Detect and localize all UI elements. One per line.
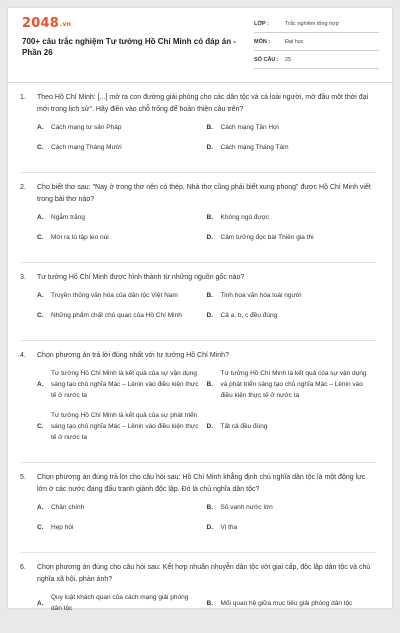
question-item <box>20 92 376 162</box>
question-item <box>20 562 376 623</box>
answer-option[interactable] <box>207 232 377 243</box>
answer-option[interactable] <box>37 368 207 401</box>
option-letter: A. <box>37 124 44 131</box>
question-item <box>20 182 376 252</box>
question-stem <box>20 182 376 206</box>
option-letter: D. <box>206 423 213 430</box>
meta-value: Trắc nghiệm tổng hợp <box>285 20 339 27</box>
question-stem <box>20 350 376 362</box>
meta-value: Đại học <box>285 38 304 45</box>
answer-options <box>20 592 376 623</box>
answer-option[interactable] <box>37 232 207 243</box>
logo-main: 2048 <box>22 16 59 31</box>
answer-option[interactable] <box>37 122 207 133</box>
option-letter: B. <box>206 381 213 388</box>
option-text: Tư tưởng Hồ Chí Minh là kết quả của sự vận dụng sáng tạo chủ nghĩa Mác – Lênin vào điều kiện thực tế ở nước ta <box>51 370 199 399</box>
option-letter: B. <box>206 214 213 221</box>
option-letter: A. <box>37 214 44 221</box>
option-text: Tư tưởng Hồ Chí Minh là kết quả của sự phát triển sáng tạo chủ nghĩa Mác – Lênin vào điều kiện thực tế ở nước ta <box>51 412 199 441</box>
document-header <box>8 8 392 70</box>
answer-option[interactable] <box>207 592 377 614</box>
question-divider <box>20 340 376 341</box>
question-text: Theo Hồ Chí Minh: [...] mở ra con đường giải phóng cho các dân tộc và cả loài người, mở đầu một thời đại mới trong lịch sử". Hãy điền vào chỗ trống để hoàn thiện câu trên? <box>37 94 369 113</box>
meta-row <box>254 15 379 33</box>
option-letter: D. <box>206 144 213 151</box>
question-text: Chọn phương án đúng cho câu hỏi sau: Kết hợp nhuần nhuyễn dân tộc với giai cấp, độc lập dân tộc và chủ nghĩa xã hội, phản ánh? <box>37 564 371 583</box>
answer-option[interactable] <box>207 290 377 301</box>
meta-label: LỚP : <box>254 20 269 27</box>
meta-row <box>254 33 379 51</box>
question-divider <box>20 172 376 173</box>
option-text: Mối quan hệ giữa mục tiêu giải phóng dân tộc <box>220 599 353 607</box>
question-item <box>20 472 376 542</box>
option-letter: D. <box>206 524 213 531</box>
option-text: Tất cả đều đúng <box>220 423 268 430</box>
answer-option[interactable] <box>207 310 377 321</box>
option-text: Mới ra tù tập leo núi <box>51 234 109 241</box>
answer-option[interactable] <box>37 212 207 223</box>
option-letter: D. <box>206 234 213 241</box>
option-letter: A. <box>37 292 44 299</box>
option-letter: D. <box>206 312 213 319</box>
answer-option[interactable] <box>37 522 207 533</box>
question-stem <box>20 472 376 496</box>
question-number: 5. <box>20 474 26 481</box>
option-text: Sô vanh nước lớn <box>220 504 273 511</box>
option-text: Tư tưởng Hồ Chí Minh là kết quả của sự vận dụng và phát triển sáng tạo chủ nghĩa Mác – Lênin vào điều kiện thực tế ở nước ta <box>220 370 367 399</box>
answer-options <box>20 212 376 252</box>
option-text: Chân chính <box>51 504 85 511</box>
answer-option[interactable] <box>207 502 377 513</box>
option-letter: C. <box>37 423 44 430</box>
option-text: Ngắm trăng <box>51 214 85 221</box>
question-text: Chọn phương án đúng trả lời cho câu hỏi sau: Hồ Chí Minh khẳng định chủ nghĩa dân tộc là một động lực lớn ở các nước đang đấu tranh giành độc lập. Đó là chủ nghĩa dân tộc? <box>37 474 366 493</box>
answer-option[interactable] <box>37 502 207 513</box>
option-letter: C. <box>37 234 44 241</box>
document-title: 700+ câu trắc nghiệm Tư tưởng Hồ Chí Minh có đáp án - Phần 26 <box>22 37 236 57</box>
answer-option[interactable] <box>207 410 377 443</box>
option-text: Tinh hoa văn hóa loài người <box>220 292 302 299</box>
option-text: Cách mạng Tháng Mười <box>51 144 122 151</box>
answer-option[interactable] <box>207 122 377 133</box>
option-text: Vị tha <box>220 524 238 531</box>
question-text: Tư tưởng Hồ Chí Minh được hình thành từ những nguồn gốc nào? <box>37 274 245 281</box>
answer-option[interactable] <box>37 142 207 153</box>
document-page <box>8 8 392 612</box>
option-letter: A. <box>37 381 44 388</box>
meta-label: SỐ CÂU : <box>254 56 279 63</box>
answer-options <box>20 368 376 452</box>
answer-option[interactable] <box>207 368 377 401</box>
question-stem <box>20 92 376 116</box>
question-number: 4. <box>20 352 26 359</box>
option-text: Cách mạng Tân Hợi <box>220 124 279 131</box>
question-item <box>20 272 376 330</box>
answer-options <box>20 502 376 542</box>
option-letter: C. <box>37 524 44 531</box>
option-letter: B. <box>206 124 213 131</box>
option-letter: A. <box>37 504 44 511</box>
question-text: Cho biết thơ sau: "Nay ở trong thơ nên có thép, Nhà thơ cũng phải biết xung phong" được Hồ Chí Minh viết trong bài thơ nào? <box>37 184 371 203</box>
option-letter: B. <box>206 292 213 299</box>
option-text: Không ngủ được <box>220 214 270 221</box>
answer-option[interactable] <box>207 212 377 223</box>
answer-option[interactable] <box>207 142 377 153</box>
question-divider <box>20 262 376 263</box>
answer-option[interactable] <box>37 310 207 321</box>
answer-options <box>20 290 376 330</box>
meta-label: MÔN : <box>254 38 271 45</box>
answer-option[interactable] <box>37 592 207 614</box>
option-text: Quy luật khách quan của cách mạng giải phóng dân tộc <box>51 594 189 612</box>
question-number: 1. <box>20 94 26 101</box>
question-stem <box>20 562 376 586</box>
question-divider <box>20 552 376 553</box>
option-text: Cảm tưởng đọc bài Thiên gia thi <box>220 234 314 241</box>
question-list <box>8 92 392 633</box>
question-item <box>20 350 376 452</box>
meta-value: 25 <box>285 56 292 63</box>
question-number: 2. <box>20 184 26 191</box>
logo-suffix: .vn <box>59 21 72 28</box>
option-letter: B. <box>206 599 213 607</box>
answer-option[interactable] <box>207 522 377 533</box>
question-stem <box>20 272 376 284</box>
option-letter: C. <box>37 312 44 319</box>
header-divider <box>8 82 392 83</box>
question-divider <box>20 462 376 463</box>
option-letter: A. <box>37 599 44 607</box>
question-number: 6. <box>20 564 26 571</box>
meta-row <box>254 51 379 69</box>
option-text: Hẹp hòi <box>51 524 74 531</box>
answer-option[interactable] <box>37 410 207 443</box>
answer-option[interactable] <box>37 290 207 301</box>
option-letter: B. <box>206 504 213 511</box>
option-text: Cách mạng Tháng Tám <box>220 144 289 151</box>
option-text: Truyền thống văn hóa của dân tộc Việt Nam <box>51 292 178 299</box>
option-text: Cả a, b, c đều đúng <box>220 312 278 319</box>
question-text: Chọn phương án trả lời đúng nhất với tư tưởng Hồ Chí Minh? <box>37 352 229 359</box>
option-letter: C. <box>37 144 44 151</box>
option-text: Những phẩm chất chủ quan của Hồ Chí Minh <box>51 312 182 319</box>
question-number: 3. <box>20 274 26 281</box>
meta-table <box>254 15 379 69</box>
option-text: Cách mạng tư sản Pháp <box>51 124 122 131</box>
answer-options <box>20 122 376 162</box>
